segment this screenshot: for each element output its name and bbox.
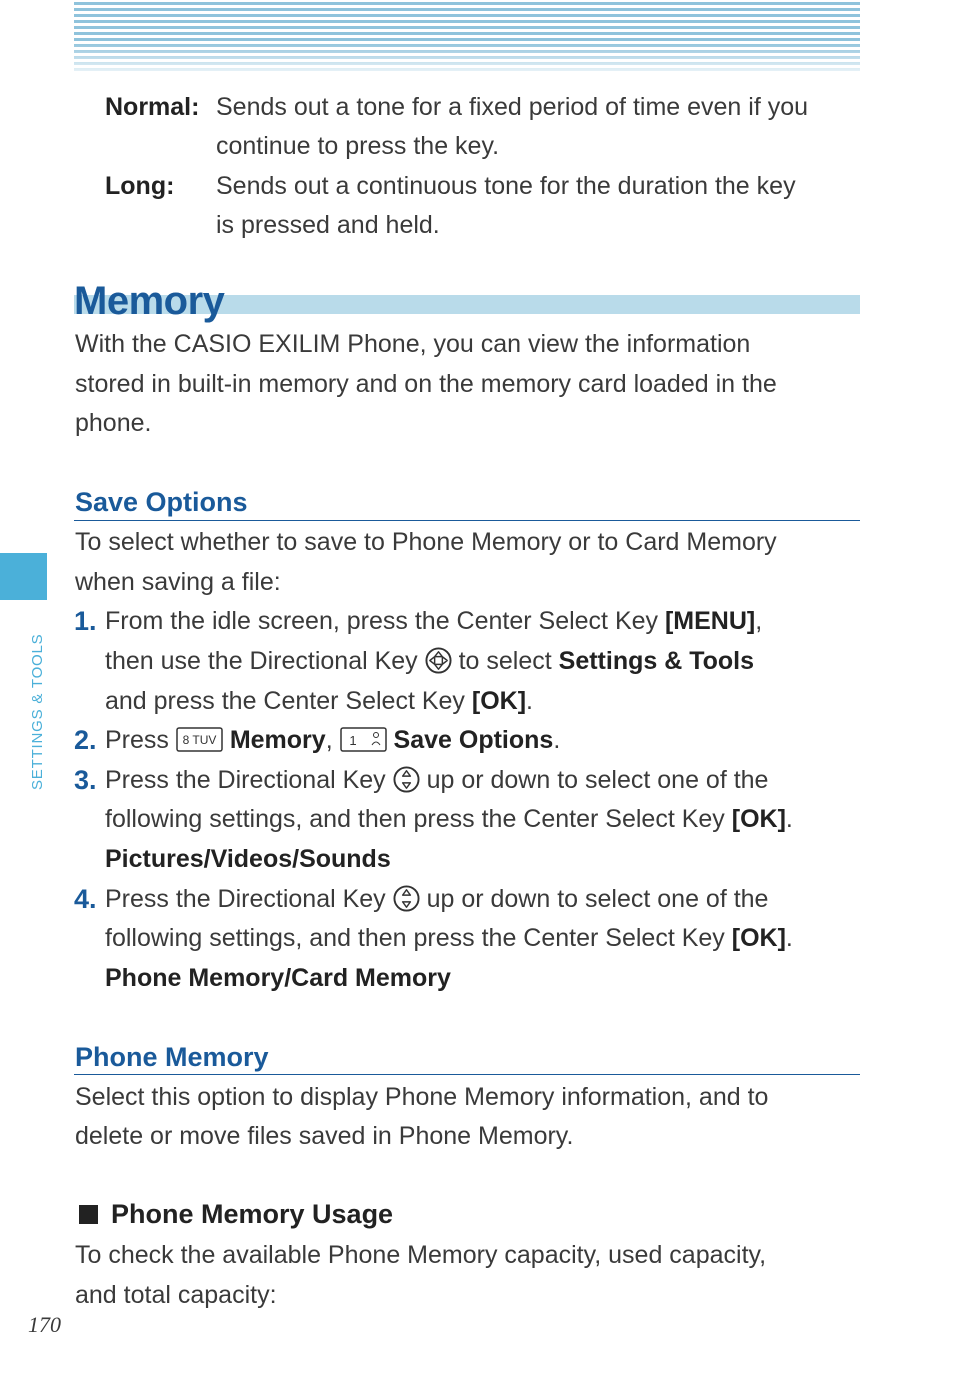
directional-key-up-down-icon <box>393 885 420 912</box>
step-4-line1: Press the Directional Key up or down to select one of the <box>105 885 769 913</box>
phone-memory-usage-heading: Phone Memory Usage <box>79 1195 393 1235</box>
step-2-line1: Press 8 TUV Memory, 1 Save Options. <box>105 726 561 754</box>
keypad-1-key-icon <box>340 727 387 752</box>
keypad-8-key-label: 8 TUV <box>182 732 217 747</box>
memory-intro-line2: stored in built-in memory and on the memory card loaded in the <box>75 370 777 398</box>
definition-term-normal: Normal: <box>105 93 200 121</box>
step-1-number: 1. <box>74 606 97 636</box>
phone-memory-usage-intro-line2: and total capacity: <box>75 1281 277 1309</box>
save-options-intro-line1: To select whether to save to Phone Memory or to Card Memory <box>75 528 777 556</box>
save-options-rule <box>74 520 860 521</box>
directional-key-up-down-icon <box>393 766 420 793</box>
phone-memory-heading: Phone Memory <box>75 1042 269 1072</box>
phone-memory-intro-line2: delete or move files saved in Phone Memory. <box>75 1122 574 1150</box>
save-options-intro-line2: when saving a file: <box>75 568 281 596</box>
phone-memory-usage-intro-line1: To check the available Phone Memory capacity, used capacity, <box>75 1241 767 1269</box>
keypad-1-key-label: 1 <box>348 732 357 748</box>
step-1-line3: and press the Center Select Key [OK]. <box>105 687 533 715</box>
memory-intro-line3: phone. <box>75 409 152 437</box>
definition-term-long: Long: <box>105 172 175 200</box>
definition-desc-long-line1: Sends out a continuous tone for the duration the key <box>216 172 796 200</box>
step-1-line1: From the idle screen, press the Center Select Key [MENU], <box>105 607 763 635</box>
header-decoration <box>74 2 860 74</box>
step-4-number: 4. <box>74 884 97 914</box>
definition-desc-normal-line2: continue to press the key. <box>216 132 500 160</box>
step-4-options: Phone Memory/Card Memory <box>105 964 451 992</box>
step-3-line1: Press the Directional Key up or down to select one of the <box>105 766 769 794</box>
page-title: Memory <box>74 279 225 323</box>
save-options-heading: Save Options <box>75 487 248 517</box>
directional-key-four-way-icon <box>425 647 452 674</box>
step-3-options: Pictures/Videos/Sounds <box>105 845 391 873</box>
step-3-number: 3. <box>74 765 97 795</box>
step-2-number: 2. <box>74 725 97 755</box>
step-3-line2: following settings, and then press the Center Select Key [OK]. <box>105 805 793 833</box>
chapter-tab <box>0 553 47 600</box>
definition-desc-long-line2: is pressed and held. <box>216 211 440 239</box>
step-4-line2: following settings, and then press the Center Select Key [OK]. <box>105 924 793 952</box>
definition-desc-normal-line1: Sends out a tone for a fixed period of time even if you <box>216 93 809 121</box>
square-bullet-icon <box>79 1205 98 1224</box>
keypad-8-key-icon <box>176 727 223 752</box>
chapter-label: SETTINGS & TOOLS <box>29 633 46 790</box>
memory-intro-line1: With the CASIO EXILIM Phone, you can view the information <box>75 330 751 358</box>
phone-memory-intro-line1: Select this option to display Phone Memory information, and to <box>75 1083 769 1111</box>
step-1-line2: then use the Directional Key to select Settings & Tools <box>105 647 755 675</box>
page-number: 170 <box>28 1312 61 1337</box>
phone-memory-rule <box>74 1074 860 1075</box>
